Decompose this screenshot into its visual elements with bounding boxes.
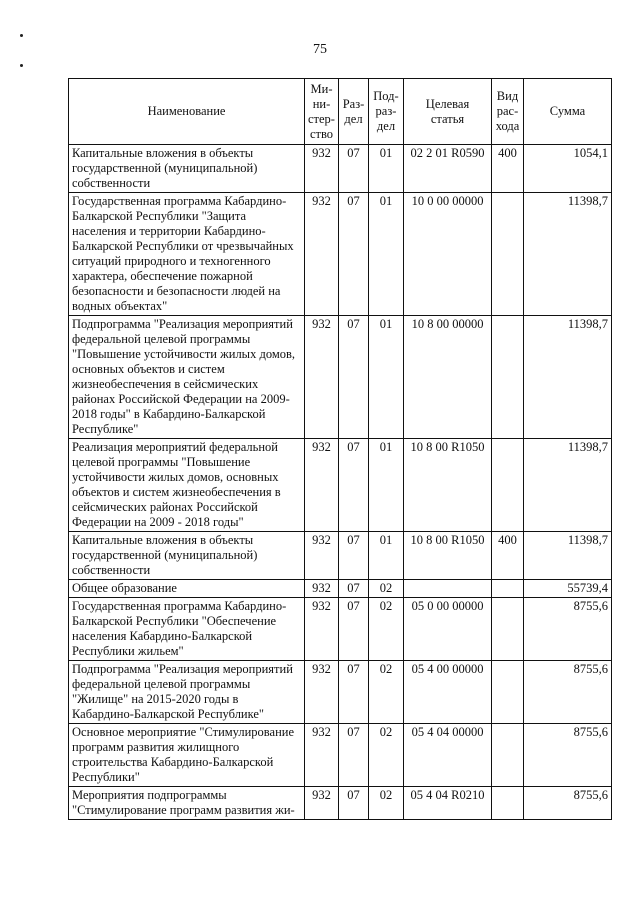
table-row <box>69 787 612 820</box>
row-article: 10 8 00 00000 <box>404 316 492 439</box>
row-article <box>404 580 492 598</box>
header-expense-type: Вид рас- хода <box>492 79 524 145</box>
table-row <box>69 532 612 580</box>
row-expense <box>492 598 524 661</box>
table-row <box>69 316 612 439</box>
row-section: 07 <box>339 193 369 316</box>
row-section: 07 <box>339 580 369 598</box>
row-name: Подпрограмма "Реализация мероприятий федеральной целевой программы "Жилище" на 2015-2020 годы в Кабардино-Балкарской Республике" <box>69 661 305 724</box>
row-subsection: 02 <box>369 580 404 598</box>
table-row <box>69 661 612 724</box>
row-amount: 11398,7 <box>524 532 612 580</box>
row-name: Государственная программа Кабардино-Балкарской Республики "Защита населения и территории Кабардино-Балкарской Республики от чрезвычайных ситуаций природного и техногенного характера, обеспечение пожарной безопасности и безопасности людей на водных объектах" <box>69 193 305 316</box>
row-article: 05 4 04 00000 <box>404 724 492 787</box>
row-name: Мероприятия подпрограммы "Стимулирование программ развития жи- <box>69 787 305 820</box>
row-ministry: 932 <box>305 724 339 787</box>
row-section: 07 <box>339 598 369 661</box>
table-row <box>69 598 612 661</box>
row-name: Капитальные вложения в объекты государственной (муниципальной) собственности <box>69 145 305 193</box>
row-section: 07 <box>339 145 369 193</box>
row-ministry: 932 <box>305 439 339 532</box>
table-row <box>69 724 612 787</box>
row-article: 05 0 00 00000 <box>404 598 492 661</box>
row-article: 10 8 00 R1050 <box>404 439 492 532</box>
row-section: 07 <box>339 661 369 724</box>
row-name: Основное мероприятие "Стимулирование программ развития жилищного строительства Кабардино-Балкарской Республики" <box>69 724 305 787</box>
row-ministry: 932 <box>305 661 339 724</box>
header-amount: Сумма <box>524 79 612 145</box>
row-amount: 8755,6 <box>524 787 612 820</box>
row-amount: 8755,6 <box>524 661 612 724</box>
row-subsection: 01 <box>369 193 404 316</box>
row-subsection: 01 <box>369 439 404 532</box>
row-ministry: 932 <box>305 598 339 661</box>
row-subsection: 01 <box>369 145 404 193</box>
header-row <box>69 79 612 145</box>
row-ministry: 932 <box>305 580 339 598</box>
header-subsection: Под- раз- дел <box>369 79 404 145</box>
row-amount: 8755,6 <box>524 598 612 661</box>
row-expense <box>492 193 524 316</box>
row-subsection: 02 <box>369 724 404 787</box>
header-name: Наименование <box>69 79 305 145</box>
table-row <box>69 145 612 193</box>
row-subsection: 01 <box>369 316 404 439</box>
row-subsection: 02 <box>369 787 404 820</box>
row-expense: 400 <box>492 145 524 193</box>
row-expense <box>492 661 524 724</box>
row-expense <box>492 787 524 820</box>
row-expense: 400 <box>492 532 524 580</box>
row-amount: 11398,7 <box>524 193 612 316</box>
row-subsection: 02 <box>369 661 404 724</box>
row-section: 07 <box>339 787 369 820</box>
margin-dot-top <box>20 34 23 37</box>
table-row <box>69 439 612 532</box>
row-amount: 1054,1 <box>524 145 612 193</box>
row-article: 02 2 01 R0590 <box>404 145 492 193</box>
row-amount: 11398,7 <box>524 316 612 439</box>
row-ministry: 932 <box>305 316 339 439</box>
row-section: 07 <box>339 439 369 532</box>
row-expense <box>492 580 524 598</box>
row-section: 07 <box>339 724 369 787</box>
budget-table <box>68 78 612 820</box>
row-article: 10 8 00 R1050 <box>404 532 492 580</box>
row-name: Общее образование <box>69 580 305 598</box>
row-name: Реализация мероприятий федеральной целевой программы "Повышение устойчивости жилых домов, основных объектов и систем жизнеобеспечения в сейсмических районах Российской Федерации на 2009 - 2018 годы" <box>69 439 305 532</box>
row-article: 05 4 04 R0210 <box>404 787 492 820</box>
header-target-article: Целевая статья <box>404 79 492 145</box>
row-ministry: 932 <box>305 532 339 580</box>
row-expense <box>492 724 524 787</box>
row-ministry: 932 <box>305 145 339 193</box>
row-name: Капитальные вложения в объекты государственной (муниципальной) собственности <box>69 532 305 580</box>
header-section: Раз- дел <box>339 79 369 145</box>
row-expense <box>492 439 524 532</box>
row-subsection: 01 <box>369 532 404 580</box>
row-ministry: 932 <box>305 787 339 820</box>
row-section: 07 <box>339 316 369 439</box>
row-ministry: 932 <box>305 193 339 316</box>
page-number: 75 <box>313 42 327 57</box>
table-row <box>69 193 612 316</box>
row-amount: 11398,7 <box>524 439 612 532</box>
row-subsection: 02 <box>369 598 404 661</box>
row-amount: 55739,4 <box>524 580 612 598</box>
header-ministry: Ми- ни- стер- ство <box>305 79 339 145</box>
row-section: 07 <box>339 532 369 580</box>
row-expense <box>492 316 524 439</box>
row-amount: 8755,6 <box>524 724 612 787</box>
margin-dot-bottom <box>20 64 23 67</box>
row-article: 10 0 00 00000 <box>404 193 492 316</box>
row-article: 05 4 00 00000 <box>404 661 492 724</box>
row-name: Государственная программа Кабардино-Балкарской Республики "Обеспечение населения Кабардино-Балкарской Республики жильем" <box>69 598 305 661</box>
table-row <box>69 580 612 598</box>
row-name: Подпрограмма "Реализация мероприятий федеральной целевой программы "Повышение устойчивости жилых домов, основных объектов и систем жизнеобеспечения в сейсмических районах Российской Федерации на 2009-2018 годы" в Кабардино-Балкарской Республике" <box>69 316 305 439</box>
